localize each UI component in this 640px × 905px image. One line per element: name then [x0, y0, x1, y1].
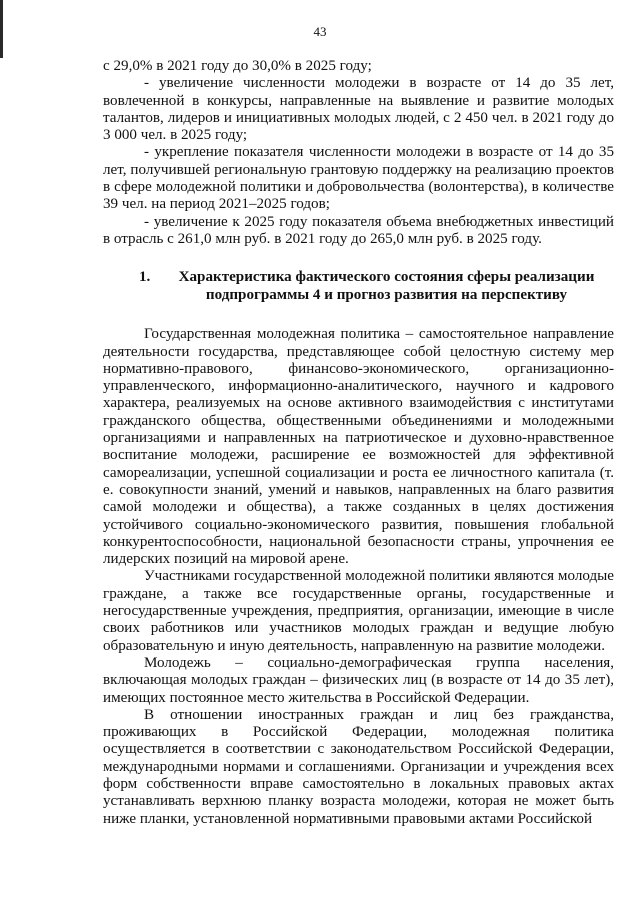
- paragraph-top-1: - увеличение численности молодежи в возрасте от 14 до 35 лет, вовлеченной в конкурсы, направленные на выявление и развитие молодых талантов, лидеров и инициативных молодых людей, с 2 450 чел. в 2021 году до 3 000 чел. в 2025 году;: [103, 75, 614, 144]
- document-body: [103, 58, 614, 828]
- paragraph-top-0: с 29,0% в 2021 году до 30,0% в 2025 году;: [103, 58, 372, 74]
- paragraph-main-2: Молодежь – социально-демографическая группа населения, включающая молодых граждан – физических лиц (в возрасте от 14 до 35 лет), имеющих постоянное место жительства в Российской Федерации.: [103, 654, 614, 706]
- section-heading-text: Характеристика фактического состояния сферы реализации подпрограммы 4 и прогноз развития на перспективу: [178, 269, 595, 304]
- paragraph-main-1: Участниками государственной молодежной политики являются молодые граждане, а также все государственные органы, государственные и негосударственные учреждения, предприятия, организации, имеющие в числе своих работников или участников молодых граждан и ведущие любую образовательную и иную деятельность, направленную на развитие молодежи.: [103, 568, 614, 654]
- section-heading: [103, 268, 614, 304]
- paragraph-top-2: - укрепление показателя численности молодежи в возрасте от 14 до 35 лет, получившей региональную грантовую поддержку на реализацию проектов в сфере молодежной политики и добровольчества (волонтерства), в количестве 39 чел. на период 2021–2025 годов;: [103, 144, 614, 213]
- paragraph-top-3: - увеличение к 2025 году показателя объема внебюджетных инвестиций в отрасль с 261,0 млн руб. в 2021 году до 265,0 млн руб. в 2025 году.: [103, 213, 614, 247]
- section-heading-number: 1.: [139, 269, 151, 286]
- page-number: 43: [313, 24, 327, 39]
- paragraph-main-3: В отношении иностранных граждан и лиц без гражданства, проживающих в Российской Федерации, молодежная политика осуществляется в соответствии с законодательством Российской Федерации, международными нормами и соглашениями. Организации и учреждения всех форм собственности вправе самостоятельно в локальных правовых актах устанавливать верхнюю планку возраста молодежи, которая не может быть ниже планки, установленной нормативными правовыми актами Российской: [103, 706, 614, 827]
- paragraph-main-0: Государственная молодежная политика – самостоятельное направление деятельности государства, представляющее собой целостную систему мер нормативно-правового, финансово-экономического, организационно-управленческого, информационно-аналитического, научного и кадрового характера, реализуемых на основе активного взаимодействия с институтами гражданского общества, общественными объединениями и молодежными организациями и направленных на патриотическое и духовно-нравственное воспитание молодежи, расширение ее возможностей для эффективной самореализации, успешной социализации и роста ее личностного капитала (т. е. совокупности знаний, умений и навыков, направленных на благо развития самой молодежи и общества), а также созданных в целях достижения устойчивого социально-экономического развития, повышения глобальной конкурентоспособности, национальной безопасности страны, упрочнения ее лидерских позиций на мировой арене.: [103, 326, 614, 568]
